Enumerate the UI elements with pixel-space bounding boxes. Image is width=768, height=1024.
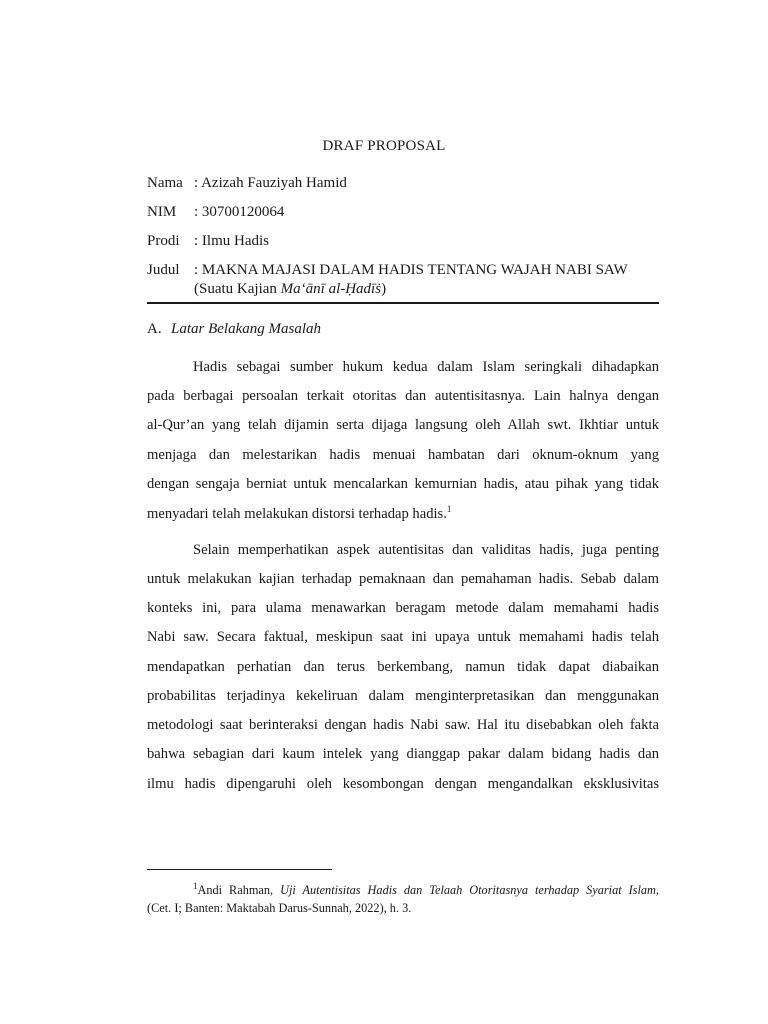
footnote-number: 1: [193, 880, 198, 891]
nim-value: : 30700120064: [194, 204, 285, 220]
section-label: Latar Belakang Masalah: [171, 321, 321, 337]
p2-line-7: metodologi saat berinteraksi dengan hadis Nabi saw. Hal itu disebabkan oleh fakta: [147, 717, 659, 733]
p2-line-4: Nabi saw. Secara faktual, meskipun saat ini upaya untuk memahami hadis telah: [147, 629, 659, 645]
header-divider: [147, 302, 659, 304]
judul-sub-italic: Ma‘ānī al-Ḥadīṡ: [280, 281, 382, 297]
judul-subtitle: [194, 281, 386, 298]
judul-label: Judul: [147, 262, 180, 278]
p2-line-3: konteks ini, para ulama menawarkan beragam metode dalam memahami hadis: [147, 600, 659, 616]
p1-line-4: menjaga dan melestarikan hadis menuai hambatan dari oknum-oknum yang: [147, 447, 659, 463]
p1-line-2: pada berbagai persoalan terkait otoritas dan autentisitasnya. Lain halnya dengan: [147, 388, 659, 404]
p1-line-1: Hadis sebagai sumber hukum kedua dalam Islam seringkali dihadapkan: [193, 359, 659, 375]
nama-value: : Azizah Fauziyah Hamid: [194, 175, 347, 191]
section-letter: A.: [147, 321, 162, 337]
judul-sub-prefix: (Suatu Kajian: [194, 281, 281, 297]
footnote-line-1: [193, 880, 659, 898]
footnote-divider: [147, 869, 332, 870]
p2-line-8: bahwa sebagian dari kaum intelek yang dianggap pakar dalam bidang hadis dan: [147, 746, 659, 762]
p2-line-1: Selain memperhatikan aspek autentisitas dan validitas hadis, juga penting: [193, 542, 659, 558]
p2-line-9: ilmu hadis dipengaruhi oleh kesombongan dengan mengandalkan eksklusivitas: [147, 776, 659, 792]
nim-label: NIM: [147, 204, 177, 220]
section-heading: [147, 321, 321, 338]
judul-value: : MAKNA MAJASI DALAM HADIS TENTANG WAJAH NABI SAW: [194, 262, 628, 278]
footnote-book-title: Uji Autentisitas Hadis dan Telaah Otoritasnya terhadap Syariat Islam: [280, 883, 656, 897]
p1-line-5: dengan sengaja berniat untuk mencalarkan kemurnian hadis, atau pihak yang tidak: [147, 476, 659, 492]
nama-label: Nama: [147, 175, 183, 191]
judul-sub-suffix: ): [381, 281, 387, 297]
footnote-reference: 1: [446, 504, 452, 515]
p2-line-5: mendapatkan perhatian dan terus berkembang, namun tidak dapat diabaikan: [147, 659, 659, 675]
footnote-after-title: ,: [655, 883, 659, 897]
p1-line-3: al-Qur’an yang telah dijamin serta dijaga langsung oleh Allah swt. Ikhtiar untuk: [147, 417, 659, 433]
footnote-author: Andi Rahman,: [197, 883, 281, 897]
p1-line-6-text: menyadari telah melakukan distorsi terhadap hadis.: [147, 506, 447, 522]
p1-line-6: [147, 505, 659, 523]
prodi-value: : Ilmu Hadis: [194, 233, 269, 249]
p2-line-6: probabilitas terjadinya kekeliruan dalam menginterpretasikan dan menggunakan: [147, 688, 659, 704]
document-title: DRAF PROPOSAL: [322, 138, 446, 154]
footnote-line-2: (Cet. I; Banten: Maktabah Darus-Sunnah, 2022), h. 3.: [147, 901, 412, 915]
p2-line-2: untuk melakukan kajian terhadap pemaknaan dan pemahaman hadis. Sebab dalam: [147, 571, 659, 587]
prodi-label: Prodi: [147, 233, 180, 249]
